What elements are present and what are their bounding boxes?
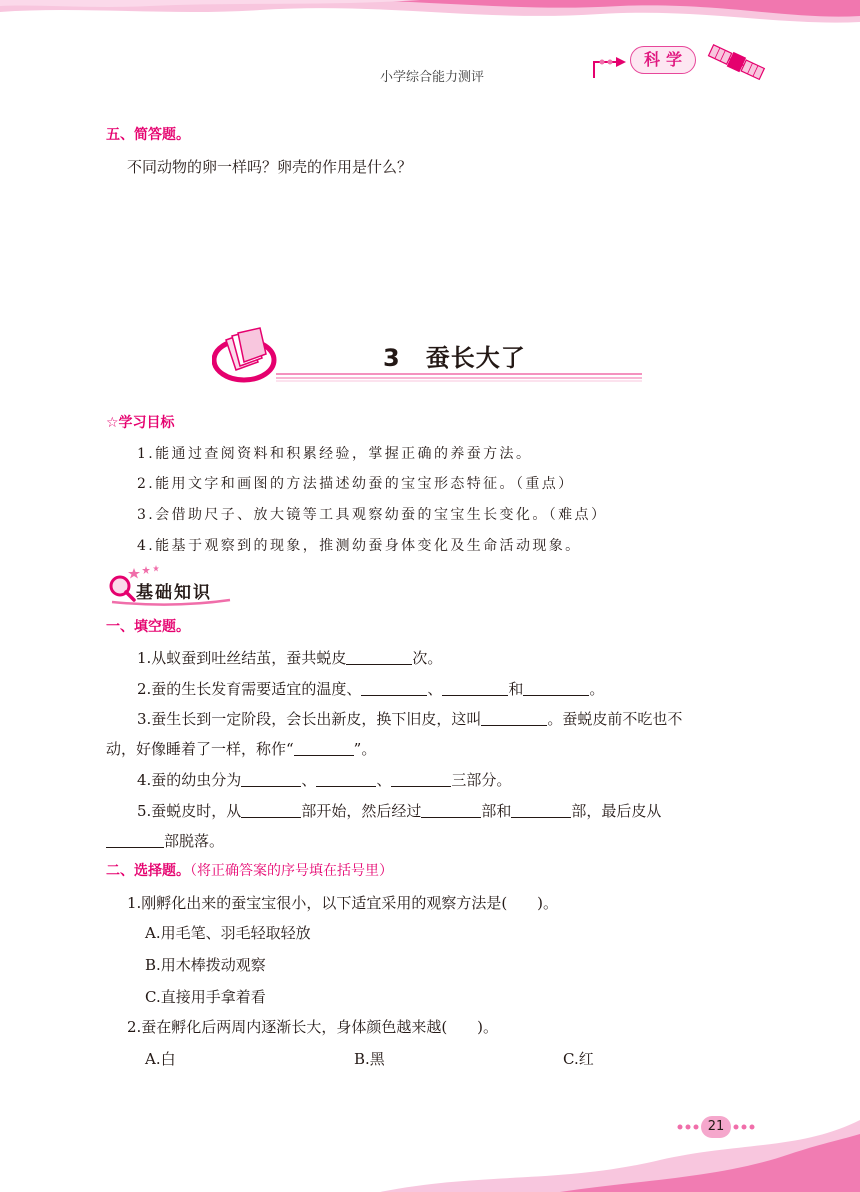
satellite-icon <box>706 40 766 86</box>
answer-blank[interactable] <box>391 772 451 787</box>
answer-blank[interactable] <box>346 650 412 665</box>
section5-heading: 五、简答题。 <box>106 127 190 143</box>
basic-knowledge-title: 基础知识 <box>136 583 212 603</box>
objectives-heading: ☆学习目标 <box>106 415 175 431</box>
answer-blank[interactable] <box>241 803 301 818</box>
choice-option[interactable]: B.黑 <box>354 1050 385 1068</box>
fill-question-4: 4.蚕的幼虫分为 、 、 三部分。 <box>137 771 512 789</box>
objective-item: 3.会借助尺子、放大镜等工具观察幼蚕的宝宝生长变化。（难点） <box>137 507 608 523</box>
stars-icon <box>128 565 159 579</box>
subject-badge <box>590 40 770 90</box>
answer-blank[interactable] <box>481 711 547 726</box>
answer-blank[interactable] <box>106 833 164 848</box>
objective-item: 2.能用文字和画图的方法描述幼蚕的宝宝形态特征。（重点） <box>137 476 575 492</box>
subject-label: 科学 <box>630 46 696 74</box>
choice-instruction: （将正确答案的序号填在括号里） <box>190 863 393 879</box>
fill-question-3-cont: 动，好像睡着了一样，称作“ ”。 <box>106 740 377 758</box>
answer-blank[interactable] <box>421 803 481 818</box>
answer-blank[interactable] <box>316 772 376 787</box>
book-icon <box>226 328 266 370</box>
answer-blank[interactable] <box>294 741 354 756</box>
fill-question-1: 1.从蚁蚕到吐丝结茧，蚕共蜕皮 次。 <box>137 649 443 667</box>
header-title: 小学综合能力测评 <box>380 70 485 85</box>
answer-blank[interactable] <box>442 681 508 696</box>
fill-question-2: 2.蚕的生长发育需要适宜的温度、 、 和 。 <box>137 680 605 698</box>
objective-item: 1.能通过查阅资料和积累经验，掌握正确的养蚕方法。 <box>137 446 533 462</box>
objective-item: 4.能基于观察到的现象，推测幼蚕身体变化及生命活动现象。 <box>137 538 582 554</box>
answer-blank[interactable] <box>241 772 301 787</box>
page-dots-right-icon <box>732 1121 756 1133</box>
page-dots-left-icon <box>676 1121 700 1133</box>
section5-question: 不同动物的卵一样吗？卵壳的作用是什么？ <box>127 158 413 176</box>
choice-question-1: 1.刚孵化出来的蚕宝宝很小，以下适宜采用的观察方法是( )。 <box>127 894 559 912</box>
answer-blank[interactable] <box>523 681 589 696</box>
answer-blank[interactable] <box>361 681 427 696</box>
choice-heading: 二、选择题。（将正确答案的序号填在括号里） <box>106 863 393 879</box>
fill-blank-heading: 一、填空题。 <box>106 619 190 635</box>
chapter-title: 3 蚕长大了 <box>383 344 526 372</box>
choice-option[interactable]: A.用毛笔、羽毛轻取轻放 <box>145 924 311 942</box>
choice-question-2: 2.蚕在孵化后两周内逐渐长大，身体颜色越来越( )。 <box>127 1018 499 1036</box>
choice-option[interactable]: C.直接用手拿着看 <box>145 988 266 1006</box>
fill-question-5: 5.蚕蜕皮时，从 部开始，然后经过 部和 部，最后皮从 <box>137 802 662 820</box>
magnifier-icon <box>111 577 134 600</box>
fill-question-5-cont: 部脱落。 <box>106 830 224 851</box>
choice-option[interactable]: B.用木棒拨动观察 <box>145 956 266 974</box>
answer-blank[interactable] <box>511 803 571 818</box>
choice-option[interactable]: A.白 <box>145 1050 176 1068</box>
page-number: 21 <box>701 1116 731 1138</box>
footer-wave-decoration <box>0 1080 860 1192</box>
choice-option[interactable]: C.红 <box>563 1050 594 1068</box>
fill-question-3: 3.蚕生长到一定阶段，会长出新皮，换下旧皮，这叫 。蚕蜕皮前不吃也不 <box>137 710 683 728</box>
